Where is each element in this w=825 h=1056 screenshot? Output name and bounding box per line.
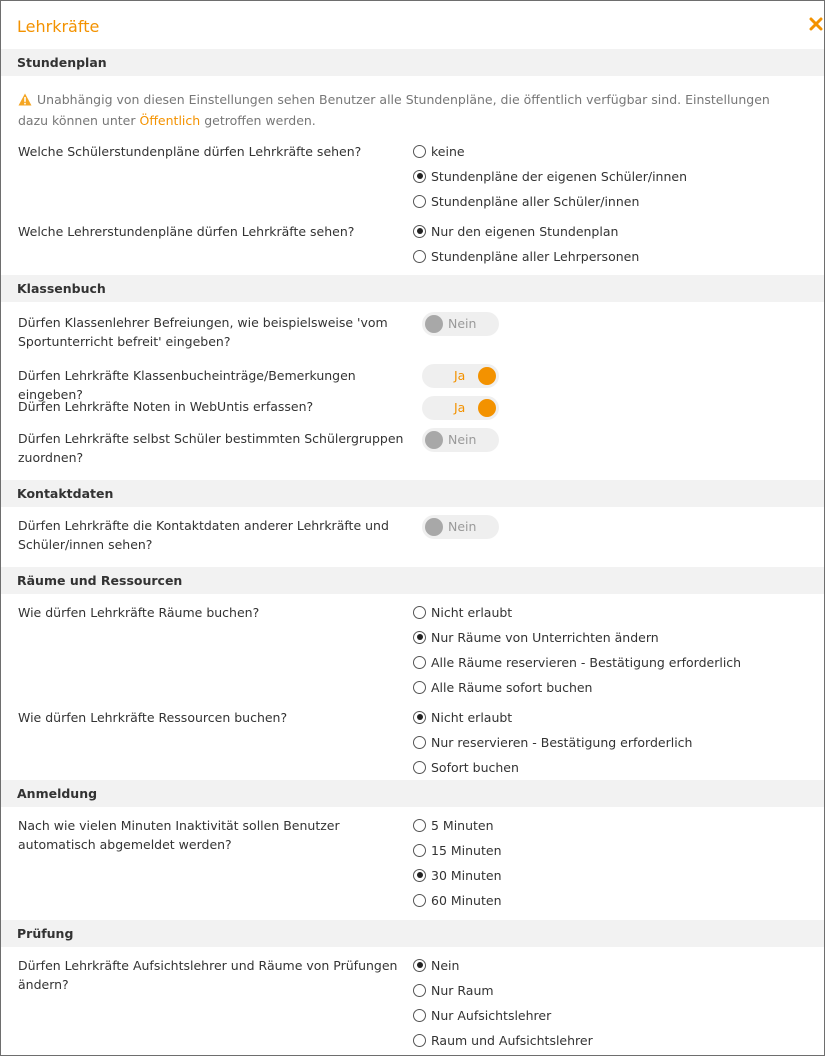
toggle-befreiungen[interactable] [422,312,499,336]
radio-label: Alle Räume reservieren - Bestätigung erforderlich [431,654,742,670]
radio-button[interactable] [413,195,426,208]
radio-option[interactable] [413,759,519,775]
question-raeume-buchen: Wie dürfen Lehrkräfte Räume buchen? [18,605,260,620]
radio-button[interactable] [413,225,426,238]
radio-option[interactable] [413,892,502,908]
radio-button[interactable] [413,959,426,972]
radio-option[interactable] [413,143,465,159]
radio-label: 30 Minuten [431,867,502,883]
dialog-title: Lehrkräfte [17,17,100,36]
radio-option[interactable] [413,604,512,620]
question-ressourcen-buchen: Wie dürfen Lehrkräfte Ressourcen buchen? [18,710,288,725]
radio-label: Nicht erlaubt [431,709,513,725]
radio-label: Stundenpläne aller Lehrpersonen [431,248,640,264]
radio-button[interactable] [413,1034,426,1047]
radio-label: Raum und Aufsichtslehrer [431,1032,593,1048]
radio-label: Sofort buchen [431,759,519,775]
section-kontaktdaten [1,480,824,507]
toggle-label: Nein [448,316,477,331]
radio-button[interactable] [413,170,426,183]
section-heading: Anmeldung [17,786,98,801]
radio-option[interactable] [413,709,512,725]
radio-option[interactable] [413,679,592,695]
section-heading: Klassenbuch [17,281,106,296]
question-schuelergruppen: Dürfen Lehrkräfte selbst Schüler bestimmten Schülergruppen zuordnen? [18,431,404,465]
info-text: Unabhängig von diesen Einstellungen sehen Benutzer alle Stundenpläne, die öffentlich verfügbar sind. Einstellungen dazu können unter [18,92,770,128]
toggle-kontaktdaten[interactable] [422,515,499,539]
section-heading: Stundenplan [17,55,107,70]
radio-option[interactable] [413,629,659,645]
radio-label: Nur reservieren - Bestätigung erforderlich [431,734,693,750]
radio-label: Stundenpläne der eigenen Schüler/innen [431,168,688,184]
toggle-label: Nein [448,519,477,534]
radio-option[interactable] [413,982,494,998]
question-lehrerstundenplaene: Welche Lehrerstundenpläne dürfen Lehrkräfte sehen? [18,224,355,239]
dialog-header [1,1,824,49]
radio-button[interactable] [413,844,426,857]
toggle-schuelergruppen[interactable] [422,428,499,452]
radio-option[interactable] [413,248,639,264]
radio-label: Stundenpläne aller Schüler/innen [431,193,640,209]
question-inaktivitaet: Nach wie vielen Minuten Inaktivität sollen Benutzer automatisch abgemeldet werden? [18,818,340,852]
radio-label: Nur Aufsichtslehrer [431,1007,552,1023]
question-pruefungen: Dürfen Lehrkräfte Aufsichtslehrer und Räume von Prüfungen ändern? [18,958,398,992]
question-schuelerstundenplaene: Welche Schülerstundenpläne dürfen Lehrkräfte sehen? [18,144,362,159]
section-heading: Räume und Ressourcen [17,573,183,588]
radio-button[interactable] [413,819,426,832]
radio-button[interactable] [413,681,426,694]
info-suffix: getroffen werden. [204,113,316,128]
radio-option[interactable] [413,193,639,209]
toggle-knob [425,431,443,449]
radio-label: Nur den eigenen Stundenplan [431,223,619,239]
radio-button[interactable] [413,145,426,158]
radio-button[interactable] [413,631,426,644]
close-icon[interactable] [809,16,823,32]
warning-icon [18,92,32,111]
radio-button[interactable] [413,894,426,907]
question-kontaktdaten: Dürfen Lehrkräfte die Kontaktdaten anderer Lehrkräfte und Schüler/innen sehen? [18,518,389,552]
radio-label: Alle Räume sofort buchen [431,679,593,695]
section-stundenplan [1,49,824,76]
radio-button[interactable] [413,984,426,997]
toggle-label: Ja [454,400,466,415]
radio-label: keine [431,143,465,159]
radio-button[interactable] [413,869,426,882]
radio-label: 15 Minuten [431,842,502,858]
toggle-knob [425,315,443,333]
radio-option[interactable] [413,867,502,883]
radio-label: Nur Räume von Unterrichten ändern [431,629,659,645]
radio-option[interactable] [413,168,687,184]
radio-button[interactable] [413,736,426,749]
toggle-knob [425,518,443,536]
section-raeume-ressourcen [1,567,824,594]
radio-option[interactable] [413,1032,593,1048]
radio-label: Nicht erlaubt [431,604,513,620]
radio-button[interactable] [413,711,426,724]
toggle-knob [478,367,496,385]
radio-button[interactable] [413,606,426,619]
radio-button[interactable] [413,1009,426,1022]
oeffentlich-link[interactable]: Öffentlich [139,113,201,128]
toggle-knob [478,399,496,417]
section-heading: Prüfung [17,926,74,941]
radio-option[interactable] [413,223,618,239]
radio-option[interactable] [413,957,459,973]
question-klassenbucheintraege: Dürfen Lehrkräfte Klassenbucheinträge/Bemerkungen eingeben? [18,368,356,402]
radio-button[interactable] [413,656,426,669]
toggle-noten[interactable] [422,396,499,420]
radio-option[interactable] [413,817,494,833]
radio-label: 5 Minuten [431,817,494,833]
radio-button[interactable] [413,761,426,774]
radio-label: 60 Minuten [431,892,502,908]
radio-label: Nur Raum [431,982,494,998]
info-note [18,90,798,130]
radio-label: Nein [431,957,460,973]
toggle-label: Ja [454,368,466,383]
radio-option[interactable] [413,654,741,670]
question-befreiungen: Dürfen Klassenlehrer Befreiungen, wie beispielsweise 'vom Sportunterricht befreit' eingeben? [18,315,388,349]
toggle-label: Nein [448,432,477,447]
section-pruefung [1,920,824,947]
question-noten: Dürfen Lehrkräfte Noten in WebUntis erfassen? [18,399,314,414]
section-heading: Kontaktdaten [17,486,114,501]
toggle-klassenbucheintraege[interactable] [422,364,499,388]
radio-button[interactable] [413,250,426,263]
section-klassenbuch [1,275,824,302]
radio-option[interactable] [413,842,502,858]
section-anmeldung [1,780,824,807]
radio-option[interactable] [413,734,692,750]
radio-option[interactable] [413,1007,551,1023]
